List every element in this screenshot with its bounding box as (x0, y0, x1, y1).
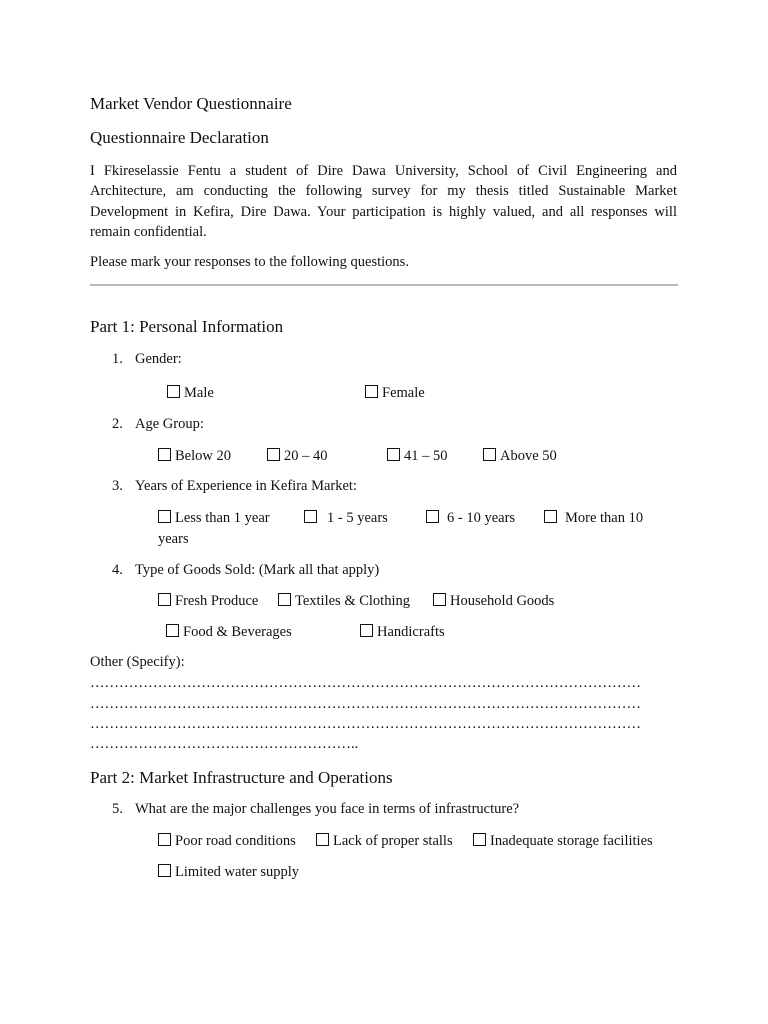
part1-heading: Part 1: Personal Information (90, 317, 284, 336)
instruction-text: Please mark your responses to the following questions. (90, 254, 409, 270)
part2-heading: Part 2: Market Infrastructure and Operations (90, 768, 393, 787)
option-textiles-clothing[interactable]: Textiles & Clothing (278, 591, 410, 611)
option-more-than-10-years-wrap: years (158, 531, 189, 547)
option-more-than-10-years[interactable]: More than 10 (544, 508, 643, 528)
other-specify-line[interactable]: …………………………………………………………………………………………………… (90, 675, 641, 691)
other-specify-line[interactable]: ……………………………………………….. (90, 736, 359, 752)
checkbox-icon[interactable] (304, 510, 317, 523)
checkbox-icon[interactable] (167, 385, 180, 398)
question-number: 1. (112, 351, 123, 367)
checkbox-icon[interactable] (278, 593, 291, 606)
question-infrastructure-challenges: What are the major challenges you face in terms of infrastructure? (135, 801, 520, 817)
option-fresh-produce[interactable]: Fresh Produce (158, 591, 258, 611)
checkbox-icon[interactable] (158, 448, 171, 461)
checkbox-icon[interactable] (387, 448, 400, 461)
question-number: 2. (112, 416, 123, 432)
checkbox-icon[interactable] (158, 833, 171, 846)
option-household-goods[interactable]: Household Goods (433, 591, 554, 611)
option-poor-road-conditions[interactable]: Poor road conditions (158, 831, 296, 851)
checkbox-icon[interactable] (158, 510, 171, 523)
checkbox-icon[interactable] (544, 510, 557, 523)
question-goods-sold: Type of Goods Sold: (Mark all that apply) (135, 562, 380, 578)
option-below-20[interactable]: Below 20 (158, 446, 231, 466)
question-experience: Years of Experience in Kefira Market: (135, 478, 357, 494)
checkbox-icon[interactable] (158, 864, 171, 877)
option-6-10-years[interactable]: 6 - 10 years (426, 508, 515, 528)
checkbox-icon[interactable] (158, 593, 171, 606)
question-number: 3. (112, 478, 123, 494)
option-above-50[interactable]: Above 50 (483, 446, 557, 466)
option-limited-water-supply[interactable]: Limited water supply (158, 862, 299, 882)
option-lack-of-proper-stalls[interactable]: Lack of proper stalls (316, 831, 453, 851)
option-male[interactable]: Male (167, 383, 214, 403)
option-41-50[interactable]: 41 – 50 (387, 446, 448, 466)
option-1-5-years[interactable]: 1 - 5 years (304, 508, 388, 528)
other-specify-label: Other (Specify): (90, 654, 185, 670)
checkbox-icon[interactable] (483, 448, 496, 461)
option-inadequate-storage[interactable]: Inadequate storage facilities (473, 831, 653, 851)
document-title: Market Vendor Questionnaire (90, 94, 292, 113)
checkbox-icon[interactable] (267, 448, 280, 461)
question-number: 4. (112, 562, 123, 578)
section-divider (90, 284, 678, 286)
question-number: 5. (112, 801, 123, 817)
checkbox-icon[interactable] (433, 593, 446, 606)
option-20-40[interactable]: 20 – 40 (267, 446, 328, 466)
checkbox-icon[interactable] (360, 624, 373, 637)
checkbox-icon[interactable] (166, 624, 179, 637)
option-food-beverages[interactable]: Food & Beverages (166, 622, 292, 642)
other-specify-line[interactable]: …………………………………………………………………………………………………… (90, 696, 641, 712)
checkbox-icon[interactable] (316, 833, 329, 846)
option-less-than-1-year[interactable]: Less than 1 year (158, 508, 270, 528)
declaration-heading: Questionnaire Declaration (90, 128, 269, 147)
option-handicrafts[interactable]: Handicrafts (360, 622, 445, 642)
checkbox-icon[interactable] (426, 510, 439, 523)
question-age-group: Age Group: (135, 416, 204, 432)
declaration-body: I Fkireselassie Fentu a student of Dire Dawa University, School of Civil Engineering and Architecture, am conducting the following survey for my thesis titled Sustainable Market Development in Kefira, Dire Dawa. Your participation is highly valued, and all responses will remain confidential. (90, 163, 677, 240)
checkbox-icon[interactable] (473, 833, 486, 846)
other-specify-line[interactable]: …………………………………………………………………………………………………… (90, 716, 641, 732)
question-gender: Gender: (135, 351, 182, 367)
option-female[interactable]: Female (365, 383, 425, 403)
checkbox-icon[interactable] (365, 385, 378, 398)
